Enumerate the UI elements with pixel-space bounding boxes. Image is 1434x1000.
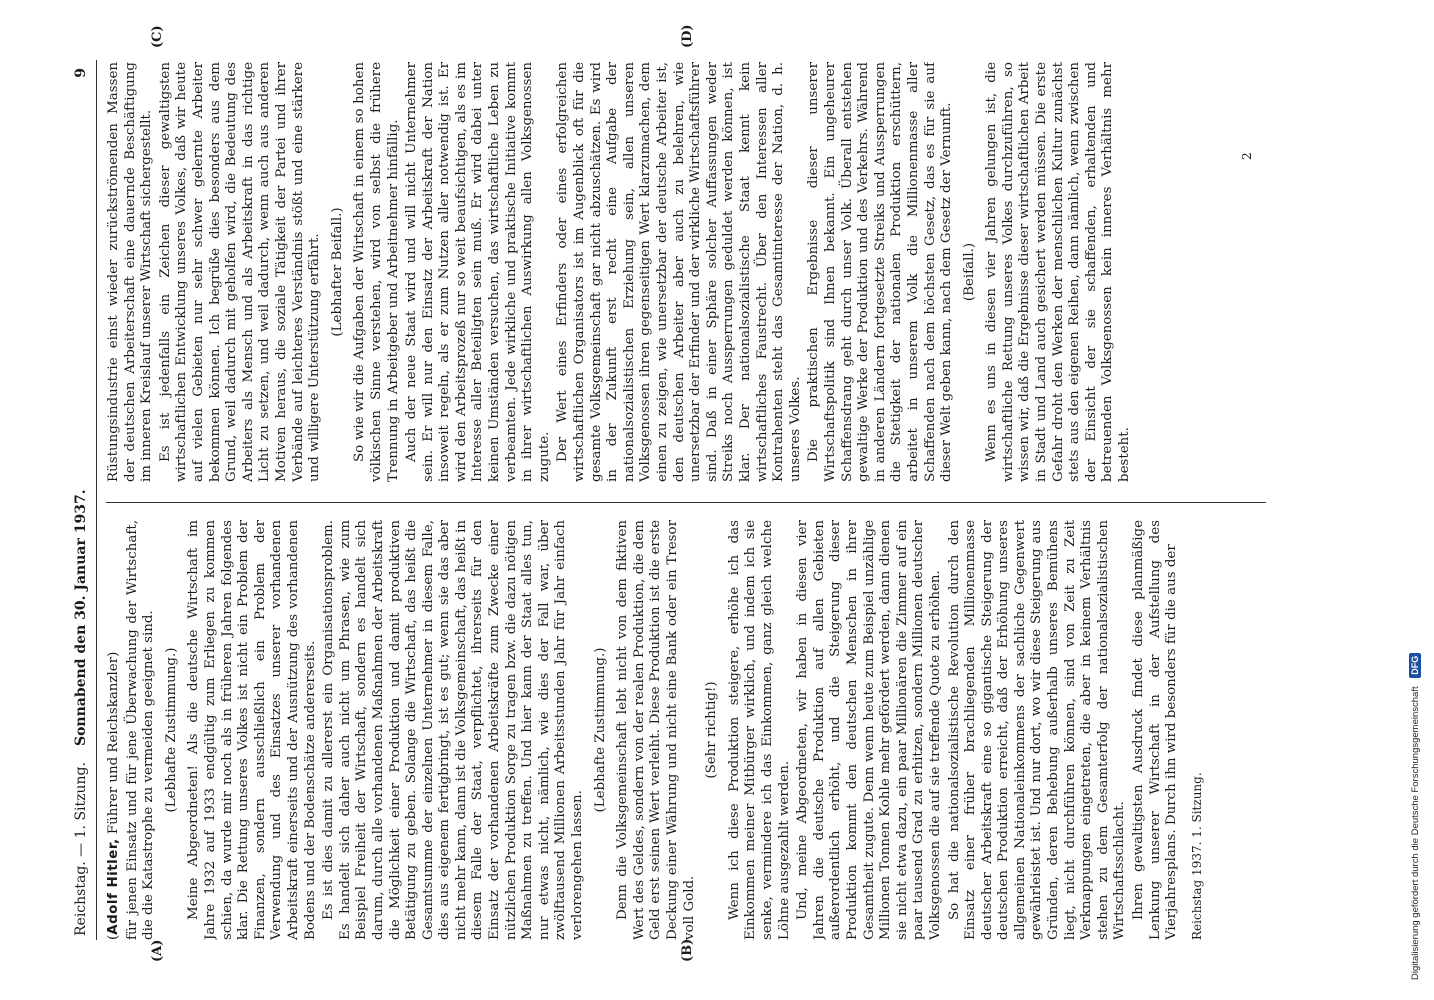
header-date: Sonnabend den 30. Januar 1937. bbox=[73, 489, 89, 747]
page-body bbox=[66, 60, 1281, 940]
running-header bbox=[66, 60, 97, 940]
interjection: (Lebhafte Zustimmung.) bbox=[592, 647, 608, 813]
margin-marker-d: (D) bbox=[680, 24, 695, 48]
right-column bbox=[106, 62, 1266, 482]
page-footer: Reichstag 1937. 1. Sitzung. bbox=[1189, 772, 1204, 940]
paragraph: Wenn ich diese Produktion steigere, erhöhe ich das Einkommen meiner Mitbürger wirklich, und indem ich sie senke, vermindere ich das Einkommen, ganz gleich welche Löhne ausgezahlt werden. bbox=[726, 520, 792, 940]
paragraph: für jenen Einsatz und für jene Überwachung der Wirtschaft, die die Katastrophe zu vermeiden geeignet sind. bbox=[124, 520, 157, 940]
margin-marker-a: (A) bbox=[150, 939, 165, 962]
paragraph: Der Wert eines Erfinders oder eines erfolgreichen wirtschaftlichen Organisators ist im Augenblick oft für die gesamte Volksgemeinschaft gar nicht abzuschätzen. Es wird in der Zukunft erst recht eine Aufgabe der nationalsozialistischen Erziehung sein, allen unseren Volksgenossen ihren gegenseitigen Wert klarzumachen, dem einen zu zeigen, wie unersetzbar der deutsche Arbeiter ist, den deutschen Arbeiter aber auch zu belehren, wie unersetzbar der Erfinder und der wirkliche Wirtschaftsführer sind. Daß in einer Sphäre solcher Auffassungen weder Streiks noch Aussperrungen geduldet werden können, ist klar. Der nationalsozialistische Staat kennt kein wirtschaftliches Faustrecht. Über den Interessen aller Kontrahenten steht das Gesamtinteresse der Nation, d. h. unseres Volkes. bbox=[555, 62, 803, 482]
paragraph: Meine Abgeordneten! Als die deutsche Wirtschaft im Jahre 1932 auf 1933 endgültig zum Erliegen zu kommen schien, da wurde mir noch als in früheren Jahren folgendes klar. Die Rettung unseres Volkes ist nicht ein Problem der Finanzen, sondern ausschließlich ein Problem der Verwendung und des Einsatzes unserer vorhandenen Arbeitskraft einerseits und der Ausnützung des vorhandenen Bodens und der Bodenschätze andererseits. bbox=[186, 520, 318, 940]
left-column bbox=[106, 520, 1266, 940]
header-session: Reichstag. — 1. Sitzung. bbox=[73, 762, 89, 936]
interjection: (Lebhafte Zustimmung.) bbox=[163, 647, 179, 813]
paragraph: Wenn es uns in diesen vier Jahren gelungen ist, die wirtschaftliche Rettung unseres Volkes durchzuführen, so wissen wir, daß die Ergebnisse dieser wirtschaftlichen Arbeit in Stadt und Land auch gesichert werden müssen. Die erste Gefahr droht den Werken der menschlichen Kultur zunächst stets aus den eigenen Reihen, dann nämlich, wenn zwischen der Einsicht der sie schaffenden, erhaltenden und betreuenden Volksgenossen kein inneres Verhältnis mehr besteht. bbox=[984, 62, 1133, 482]
paragraph: Es ist dies damit zu allererst ein Organisationsproblem. Es handelt sich daher auch nicht um Phrasen, wie zum Beispiel Freiheit der Wirtschaft, sondern es handelt sich darum, durch alle vorhandenen Maßnahmen der Arbeitskraft die Möglichkeit einer Produktion und damit produktiven Betätigung zu geben. Solange die Wirtschaft, das heißt die Gesamtsumme der einzelnen Unternehmer in diesem Falle, dies aus eigenem fertigbringt, ist es gut; wenn sie das aber nicht mehr kann, dann ist die Volksgemeinschaft, das heißt in diesem Falle der Staat, verpflichtet, ihrerseits für den Einsatz der vorhandenen Arbeitskräfte zum Zwecke einer nützlichen Produktion Sorge zu tragen bzw. die dazu nötigen Maßnahmen zu treffen. Und hier kann der Staat alles tun, nur etwas nicht, nämlich, wie dies der Fall war, über zwölftausend Millionen Arbeitsstunden Jahr für Jahr einfach verlorengehen lassen. bbox=[321, 520, 586, 940]
paragraph: Die praktischen Ergebnisse dieser unserer Wirtschaftspolitik sind Ihnen bekannt. Ein ungeheurer Schaffensdrang geht durch unser Volk. Überall entstehen gewaltige Werke der Produktion und des Verkehrs. Während in anderen Ländern fortgesetzte Streiks und Aussperrungen die Stetigkeit der nationalen Produktion erschüttern, arbeitet in unserem Volk die Millionenmasse aller Schaffenden nach dem höchsten Gesetz, das es für sie auf dieser Welt geben kann, nach dem Gesetz der Vernunft. bbox=[806, 62, 955, 482]
credit-text: Digitalisierung gefördert durch die Deutsche Forschungsgemeinschaft bbox=[1410, 686, 1421, 980]
column-divider bbox=[106, 502, 1266, 503]
paragraph: So hat die nationalsozialistische Revolution durch den Einsatz einer früher brachliegenden Millionenmasse deutscher Arbeitskraft eine so gigantische Steigerung der deutschen Produktion erreicht, daß der Erhöhung unseres allgemeinen Nationaleinkommens der sachliche Gegenwert gewährleistet ist. Und nur dort, wo wir diese Steigerung aus Gründen, deren Behebung außerhalb unseres Bemühens liegt, nicht durchführen können, sind von Zeit zu Zeit Verknappungen eingetreten, die aber in keinem Verhältnis stehen zu dem Gesamterfolg der nationalsozialistischen Wirtschaftsschlacht. bbox=[946, 520, 1128, 940]
paragraph: Denn die Volksgemeinschaft lebt nicht von dem fiktiven Wert des Geldes, sondern von der realen Produktion, die dem Geld erst seinen Wert verleiht. Diese Produktion ist die erste Deckung einer Währung und nicht eine Bank oder ein Tresor voll Gold. bbox=[615, 520, 697, 940]
paragraph: Und, meine Abgeordneten, wir haben in diesen vier Jahren die deutsche Produktion auf allen Gebieten außerordentlich erhöht, und die Steigerung dieser Produktion kommt den deutschen Menschen in ihrer Gesamtheit zugute. Denn wenn heute zum Beispiel unzählige Millionen Tonnen Kohle mehr gefördert werden, dann dienen sie nicht etwa dazu, ein paar Millionären die Zimmer auf ein paar tausend Grad zu erhitzen, sondern Millionen deutscher Volksgenossen die auf sie treffende Quote zu erhöhen. bbox=[795, 520, 943, 940]
dfg-logo: DFG bbox=[1409, 653, 1421, 678]
speaker-name: Adolf Hitler, bbox=[106, 838, 121, 935]
paragraph: Es ist jedenfalls ein Zeichen dieser gewaltigsten wirtschaftlichen Entwicklung unseres Volkes, daß wir heute auf vielen Gebieten nur sehr schwer gelernte Arbeiter bekommen können. Ich begrüße dies besonders aus dem Grund, weil dadurch mit geholfen wird, die Bedeutung des Arbeiters als Mensch und als Arbeitskraft in das richtige Licht zu setzen, und weil dadurch, wenn auch aus anderen Motiven heraus, die soziale Tätigkeit der Partei und ihrer Verbände auf leichteres Verständnis stößt und eine stärkere und willigere Unterstützung erfährt. bbox=[157, 62, 323, 482]
paragraph: Auch der neue Staat wird und will nicht Unternehmer sein. Er will nur den Einsatz der Arbeitskraft der Nation insoweit regeln, als er zum Nutzen aller notwendig ist. Er wird den Arbeitsprozeß nur so weit beaufsichtigen, als es im Interesse aller Beteiligten sein muß. Er wird dabei unter keinen Umständen versuchen, das wirtschaftliche Leben zu verbeamten. Jede wirkliche und praktische Initiative kommt in ihrer wirtschaftlichen Auswirkung allen Volksgenossen zugute. bbox=[404, 62, 552, 482]
interjection: (Sehr richtig!) bbox=[704, 681, 720, 779]
signature-number: 2 bbox=[1240, 152, 1254, 160]
interjection: (Beifall.) bbox=[961, 242, 977, 302]
speaker-line: (Adolf Hitler, Führer und Reichskanzler) bbox=[106, 651, 121, 940]
digitization-credit bbox=[1405, 20, 1427, 980]
paragraph: So wie wir die Aufgaben der Wirtschaft in einem so hohen völkischen Sinne verstehen, wird von selbst die frühere Trennung in Arbeitgeber und Arbeitnehmer hinfällig. bbox=[352, 62, 401, 482]
margin-marker-c: (C) bbox=[150, 25, 165, 48]
page-number: 9 bbox=[73, 68, 89, 78]
paragraph: Ihren gewaltigsten Ausdruck findet diese planmäßige Lenkung unserer Wirtschaft in der Aufstellung des Vierjahresplans. Durch ihn wird besonders für die aus der bbox=[1131, 520, 1180, 940]
paragraph: Rüstungsindustrie einst wieder zurückströmenden Massen der deutschen Arbeiterschaft eine dauernde Beschäftigung im inneren Kreislauf unserer Wirtschaft sichergestellt. bbox=[106, 62, 155, 482]
speaker-role: Führer und Reichskanzler) bbox=[106, 651, 121, 835]
interjection: (Lebhafter Beifall.) bbox=[329, 207, 345, 337]
margin-marker-b: (B) bbox=[680, 938, 695, 962]
